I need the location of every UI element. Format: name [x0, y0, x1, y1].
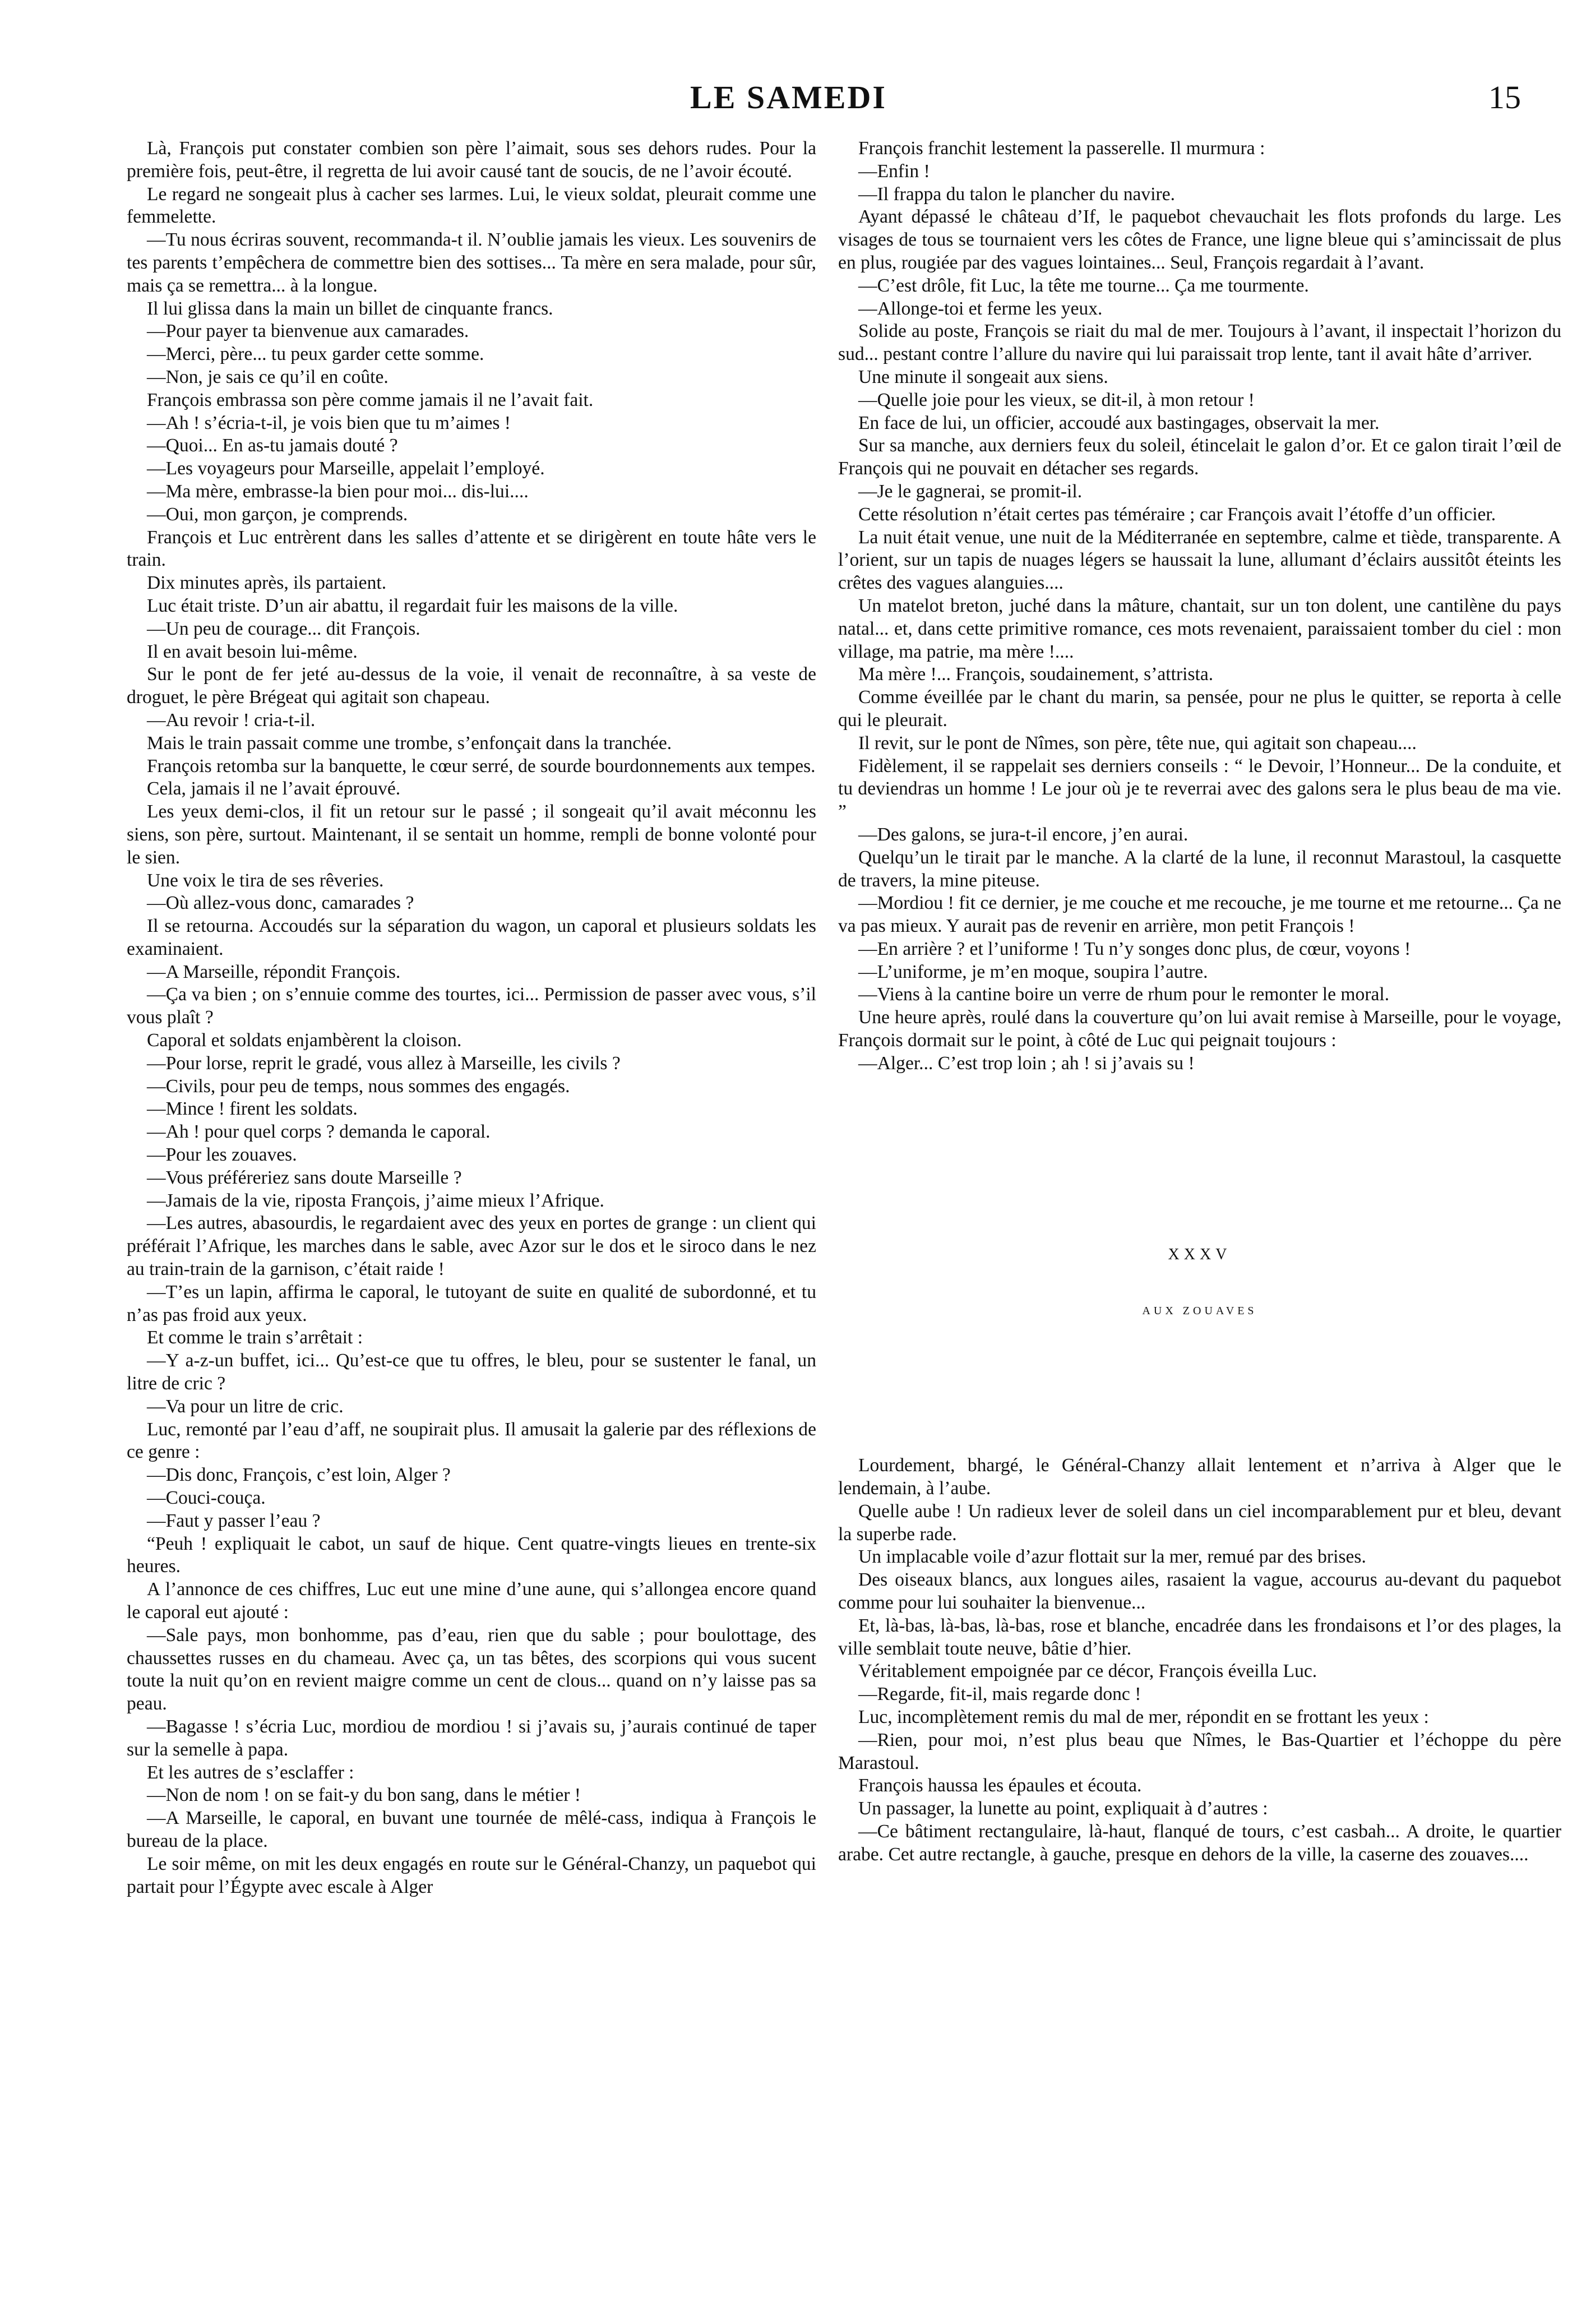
paragraph: —Quoi... En as-tu jamais douté ? [147, 435, 398, 456]
paragraph: —Les voyageurs pour Marseille, appelait l’employé. [147, 458, 545, 479]
paragraph: —Alger... C’est trop loin ; ah ! si j’avais su ! [858, 1052, 1195, 1074]
paragraph: —Les autres, abasourdis, le regardaient avec des yeux en portes de grange : un client qui préférait l’Afrique, les marches dans le sable, avec Azor sur le dos et le siroco dans le nez au train-train de la garnison, c’était raide ! [127, 1213, 816, 1280]
paragraph: Et les autres de s’esclaffer : [147, 1762, 354, 1783]
paragraph: Fidèlement, il se rappelait ses derniers conseils : “ le Devoir, l’Honneur... De la conduite, et tu deviendras un homme ! Le jour où je te reverrai avec des galons sera le plus beau de ma vie. ” [838, 755, 1561, 823]
paragraph: —Jamais de la vie, riposta François, j’aime mieux l’Afrique. [147, 1190, 604, 1211]
paragraph: Un matelot breton, juché dans la mâture, chantait, sur un ton dolent, une cantilène du pays natal... et, dans cette primitive romance, ces mots revenaient, paraissaient tomber du ciel : mon village, ma patrie, ma mère !.... [838, 595, 1561, 662]
paragraph: —Au revoir ! cria-t-il. [147, 709, 316, 731]
paragraph: Il se retourna. Accoudés sur la séparation du wagon, un caporal et plusieurs soldats les examinaient. [127, 916, 816, 959]
page-header [0, 78, 1577, 123]
paragraph: Véritablement empoignée par ce décor, François éveilla Luc. [858, 1661, 1317, 1682]
right-column-text-part1 [838, 137, 1561, 1075]
paragraph: Lourdement, bhargé, le Général-Chanzy allait lentement et n’arriva à Alger que le lendemain, à l’aube. [838, 1455, 1561, 1499]
page-number: 15 [1488, 79, 1521, 115]
paragraph: Et comme le train s’arrêtait : [147, 1327, 363, 1348]
paragraph: —C’est drôle, fit Luc, la tête me tourne... Ça me tourmente. [858, 275, 1309, 296]
paragraph: Quelqu’un le tirait par le manche. A la clarté de la lune, il reconnut Marastoul, la casquette de travers, la mine piteuse. [838, 847, 1561, 891]
paragraph: La nuit était venue, une nuit de la Méditerranée en septembre, calme et tiède, transparente. A l’orient, sur un tapis de nuages légers se haussait la lune, allumant d’éclairs aussitôt éteints les crêtes des vagues alanguies.... [838, 526, 1561, 594]
right-column-text-part2 [838, 1454, 1561, 1866]
paragraph: François embrassa son père comme jamais il ne l’avait fait. [147, 389, 594, 410]
paragraph: Il revit, sur le pont de Nîmes, son père, tête nue, qui agitait son chapeau.... [858, 732, 1417, 754]
paragraph: —Vous préféreriez sans doute Marseille ? [147, 1167, 462, 1188]
paragraph: François haussa les épaules et écouta. [858, 1775, 1142, 1796]
paragraph: —Des galons, se jura-t-il encore, j’en aurai. [858, 824, 1188, 845]
paragraph: Cela, jamais il ne l’avait éprouvé. [147, 778, 401, 800]
paragraph: —En arrière ? et l’uniforme ! Tu n’y songes donc plus, de cœur, voyons ! [858, 938, 1411, 959]
running-title: LE SAMEDI [690, 79, 887, 115]
paragraph: Les yeux demi-clos, il fit un retour sur le passé ; il songeait qu’il avait méconnu les siens, son père, surtout. Maintenant, il se sentait un homme, rempli de bonne volonté pour le sien. [127, 801, 816, 868]
paragraph: —Dis donc, François, c’est loin, Alger ? [147, 1464, 451, 1486]
paragraph: —L’uniforme, je m’en moque, soupira l’autre. [858, 961, 1208, 982]
paragraph: Sur sa manche, aux derniers feux du soleil, étincelait le galon d’or. Et ce galon tirait l’œil de François qui ne pouvait en détacher ses regards. [838, 435, 1561, 479]
paragraph: Dix minutes après, ils partaient. [147, 572, 387, 594]
paragraph: Des oiseaux blancs, aux longues ailes, rasaient la vague, accourus au-devant du paquebot comme pour lui souhaiter la bienvenue... [838, 1569, 1561, 1614]
paragraph: —A Marseille, le caporal, en buvant une tournée de mêlé-cass, indiqua à François le bureau de la place. [127, 1808, 816, 1851]
paragraph: —Allonge-toi et ferme les yeux. [858, 298, 1103, 319]
paragraph: Comme éveillée par le chant du marin, sa pensée, pour ne plus le quitter, se reporta à celle qui le pleurait. [838, 687, 1561, 731]
paragraph: —Ah ! s’écria-t-il, je vois bien que tu m’aimes ! [147, 412, 511, 433]
paragraph: —Non, je sais ce qu’il en coûte. [147, 366, 389, 387]
paragraph: Cette résolution n’était certes pas téméraire ; car François avait l’étoffe d’un officier. [858, 503, 1496, 525]
paragraph: —Ça va bien ; on s’ennuie comme des tourtes, ici... Permission de passer avec vous, s’il vous plaît ? [127, 984, 816, 1028]
paragraph: Le soir même, on mit les deux engagés en route sur le Général-Chanzy, un paquebot qui partait pour l’Égypte avec escale à Alger [127, 1853, 816, 1897]
paragraph: En face de lui, un officier, accoudé aux bastingages, observait la mer. [858, 412, 1380, 433]
paragraph: “Peuh ! expliquait le cabot, un sauf de hique. Cent quatre-vingts lieues en trente-six heures. [127, 1533, 816, 1577]
right-column [838, 137, 1561, 1866]
paragraph: A l’annonce de ces chiffres, Luc eut une mine d’une aune, qui s’allongea encore quand le caporal eut ajouté : [127, 1579, 816, 1623]
chapter-title: AUX ZOUAVES [1142, 1305, 1257, 1318]
paragraph: —Quelle joie pour les vieux, se dit-il, à mon retour ! [858, 389, 1255, 410]
paragraph: Le regard ne songeait plus à cacher ses larmes. Lui, le vieux soldat, pleurait comme une femmelette. [127, 183, 816, 228]
paragraph: Luc était triste. D’un air abattu, il regardait fuir les maisons de la ville. [147, 595, 678, 616]
paragraph: —Mince ! firent les soldats. [147, 1098, 358, 1120]
paragraph: —Ah ! pour quel corps ? demanda le caporal. [147, 1121, 491, 1143]
paragraph: —Civils, pour peu de temps, nous sommes des engagés. [147, 1075, 570, 1097]
paragraph: Ma mère !... François, soudainement, s’attrista. [858, 664, 1214, 685]
paragraph: —Ce bâtiment rectangulaire, là-haut, flanqué de tours, c’est casbah... A droite, le quartier arabe. Cet autre rectangle, à gauche, presque en dehors de la ville, la caserne des zouaves.... [838, 1821, 1561, 1865]
paragraph: Une heure après, roulé dans la couverture qu’on lui avait remise à Marseille, pour le voyage, François dormait sur le point, à côté de Luc qui peignait toujours : [838, 1007, 1561, 1051]
paragraph: —Rien, pour moi, n’est plus beau que Nîmes, le Bas-Quartier et l’échoppe du père Marastoul. [838, 1729, 1561, 1773]
paragraph: —Regarde, fit-il, mais regarde donc ! [858, 1684, 1141, 1705]
paragraph: Ayant dépassé le château d’If, le paquebot chevauchait les flots profonds du large. Les visages de tous se tournaient vers les côtes de France, une ligne bleue qui s’amincissait de plus en plus, rougiée par des vagues lointaines... Seul, François regardait à l’avant. [838, 206, 1561, 273]
paragraph: —Viens à la cantine boire un verre de rhum pour le remonter le moral. [858, 984, 1390, 1005]
paragraph: —Va pour un litre de cric. [147, 1396, 344, 1417]
paragraph: —Bagasse ! s’écria Luc, mordiou de mordiou ! si j’avais su, j’aurais continué de taper sur la semelle à papa. [127, 1716, 816, 1760]
paragraph: —Merci, père... tu peux garder cette somme. [147, 344, 484, 365]
paragraph: Une minute il songeait aux siens. [858, 366, 1108, 387]
paragraph: Luc, remonté par l’eau d’aff, ne soupirait plus. Il amusait la galerie par des réflexions de ce genre : [127, 1419, 816, 1463]
paragraph: —Faut y passer l’eau ? [147, 1510, 321, 1531]
paragraph: Caporal et soldats enjambèrent la cloison. [147, 1030, 462, 1051]
paragraph: Solide au poste, François se riait du mal de mer. Toujours à l’avant, il inspectait l’horizon du sud... pestant contre l’allure du navire qui lui paraissait trop lente, tant il avait hâte d’arriver. [838, 321, 1561, 365]
paragraph: —Enfin ! [858, 160, 930, 182]
paragraph: —Où allez-vous donc, camarades ? [147, 893, 414, 914]
paragraph: —Pour payer ta bienvenue aux camarades. [147, 321, 469, 342]
paragraph: Un implacable voile d’azur flottait sur la mer, remué par des brises. [858, 1546, 1366, 1568]
paragraph: Une voix le tira de ses rêveries. [147, 870, 384, 891]
paragraph: —Couci-couça. [147, 1487, 266, 1509]
paragraph: —Je le gagnerai, se promit-il. [858, 480, 1083, 502]
paragraph: —Un peu de courage... dit François. [147, 618, 420, 639]
paragraph: —Oui, mon garçon, je comprends. [147, 503, 408, 525]
paragraph: Et, là-bas, là-bas, là-bas, rose et blanche, encadrée dans les frondaisons et l’or des plages, la ville semblait toute neuve, bâtie d’hier. [838, 1615, 1561, 1659]
paragraph: Sur le pont de fer jeté au-dessus de la voie, il venait de reconnaître, à sa veste de droguet, le père Brégeat qui agitait son chapeau. [127, 664, 816, 708]
paragraph: —Pour lorse, reprit le gradé, vous allez à Marseille, les civils ? [147, 1052, 621, 1074]
paragraph: —Tu nous écriras souvent, recommanda-t il. N’oublie jamais les vieux. Les souvenirs de tes parents t’empêchera de commettre bien des sottises... Ta mère en sera malade, pour sûr, mais ça se remettra... à la longue. [127, 229, 816, 296]
paragraph: François retomba sur la banquette, le cœur serré, de sourde bourdonnements aux tempes. [147, 755, 816, 777]
paragraph: —Non de nom ! on se fait-y du bon sang, dans le métier ! [147, 1785, 581, 1806]
left-column [127, 137, 816, 1898]
paragraph: —T’es un lapin, affirma le caporal, le tutoyant de suite en qualité de subordonné, et tu n’as pas froid aux yeux. [127, 1281, 816, 1325]
paragraph: Il en avait besoin lui-même. [147, 641, 358, 662]
paragraph: —Sale pays, mon bonhomme, pas d’eau, rien que du sable ; pour boulottage, des chaussettes russes en du chameau. Avec ça, un tas bêtes, des scorpions qui vous sucent toute la nuit qu’on en revient maigre comme un cent de clous... quand on n’y laisse pas sa peau. [127, 1624, 816, 1715]
paragraph: Luc, incomplètement remis du mal de mer, répondit en se frottant les yeux : [858, 1707, 1429, 1728]
paragraph: Un passager, la lunette au point, expliquait à d’autres : [858, 1798, 1268, 1819]
paragraph: —Pour les zouaves. [147, 1144, 297, 1166]
paragraph: —A Marseille, répondit François. [147, 961, 401, 982]
chapter-number: XXXV [1168, 1245, 1232, 1263]
paragraph: Il lui glissa dans la main un billet de cinquante francs. [147, 298, 553, 319]
paragraph: Quelle aube ! Un radieux lever de soleil dans un ciel incomparablement pur et bleu, devant la superbe rade. [838, 1500, 1561, 1545]
paragraph: —Il frappa du talon le plancher du navire. [858, 183, 1176, 205]
paragraph: François franchit lestement la passerelle. Il murmura : [858, 138, 1265, 159]
paragraph: Mais le train passait comme une trombe, s’enfonçait dans la tranchée. [147, 732, 672, 754]
paragraph: —Mordiou ! fit ce dernier, je me couche et me recouche, je me tourne et me retourne... Ça ne va pas mieux. Y aurait pas de revenir en arrière, mon petit François ! [838, 893, 1561, 937]
paragraph: François et Luc entrèrent dans les salles d’attente et se dirigèrent en toute hâte vers le train. [127, 526, 816, 571]
paragraph: —Ma mère, embrasse-la bien pour moi... dis-lui.... [147, 480, 529, 502]
paragraph: —Y a-z-un buffet, ici... Qu’est-ce que tu offres, le bleu, pour se sustenter le fanal, un litre de cric ? [127, 1350, 816, 1394]
paragraph: Là, François put constater combien son père l’aimait, sous ses dehors rudes. Pour la première fois, peut-être, il regretta de lui avoir causé tant de soucis, de ne l’avoir écouté. [127, 138, 816, 182]
